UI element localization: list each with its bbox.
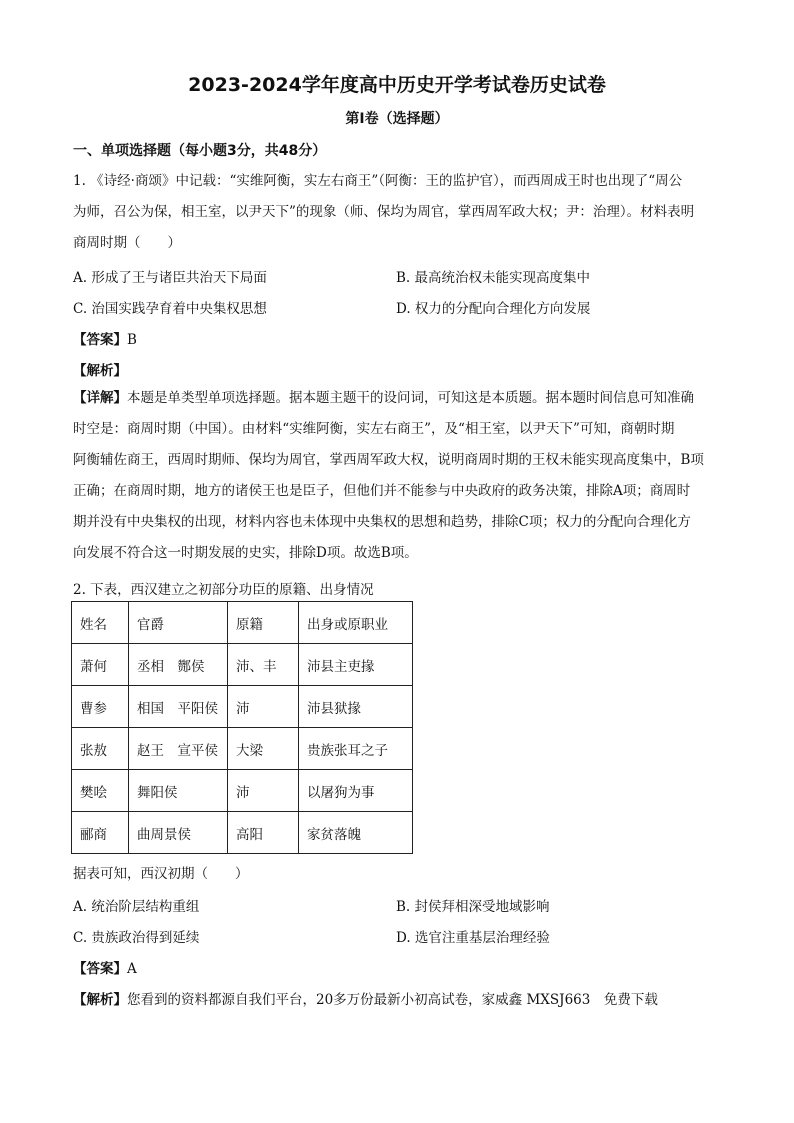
stem-line: 1. 《诗经·商颂》中记载：“实维阿衡，实左右商王”（阿衡：王的监护官），而西周成王时也出现了“周公	[73, 173, 683, 189]
answer-tag: 【答案】	[73, 961, 127, 977]
question-1-stem	[73, 166, 723, 259]
table-cell: 以屠狗为事	[299, 770, 413, 812]
officials-table	[71, 601, 413, 854]
answer-tag: 【答案】	[73, 332, 127, 348]
detail-line: 向发展不符合这一时期发展的史实，排除D项。故选B项。	[73, 545, 418, 561]
q2-analysis	[73, 988, 658, 1008]
table-cell: 郦商	[72, 812, 129, 854]
table-cell: 高阳	[228, 812, 299, 854]
table-cell: 张敖	[72, 728, 129, 770]
table-cell: 家贫落魄	[299, 812, 413, 854]
table-cell: 沛、丰	[228, 644, 299, 686]
detail-line: 正确；在商周时期，地方的诸侯王也是臣子，但他们并不能参与中央政府的政务决策，排除A项；商周时	[73, 483, 691, 499]
table-cell: 舞阳侯	[129, 770, 228, 812]
q2-option-c: C. 贵族政治得到延续	[73, 930, 200, 946]
table-cell: 沛	[228, 686, 299, 728]
table-row	[72, 770, 413, 812]
detail-text: 本题是单类型单项选择题。据本题主题干的设问词，可知这是本质题。据本题时间信息可知准确	[127, 390, 694, 406]
analysis-text: 您看到的资料都源自我们平台，20多万份最新小初高试卷，家威鑫 MXSJ663 免费下载	[127, 992, 658, 1008]
table-cell: 贵族张耳之子	[299, 728, 413, 770]
section-heading: 一、单项选择题（每小题3分，共48分）	[73, 143, 327, 159]
volume-heading: 第Ⅰ卷（选择题）	[345, 111, 449, 127]
table-cell: 大梁	[228, 728, 299, 770]
q1-option-b: B. 最高统治权未能实现高度集中	[396, 270, 591, 286]
stem-line: 商周时期（ ）	[73, 235, 181, 251]
q1-detail	[73, 383, 723, 569]
q2-option-a: A. 统治阶层结构重组	[73, 899, 200, 915]
q1-option-d: D. 权力的分配向合理化方向发展	[396, 301, 591, 317]
exam-title: 2023-2024学年度高中历史开学考试卷历史试卷	[188, 74, 606, 96]
table-row	[72, 728, 413, 770]
q2-option-b: B. 封侯拜相深受地域影响	[396, 899, 550, 915]
answer-value: B	[127, 332, 137, 348]
table-cell: 萧何	[72, 644, 129, 686]
table-cell: 樊哙	[72, 770, 129, 812]
q1-option-a: A. 形成了王与诸臣共治天下局面	[73, 270, 267, 286]
q1-option-c: C. 治国实践孕育着中央集权思想	[73, 301, 267, 317]
detail-tag: 【详解】	[73, 390, 127, 406]
q1-answer	[73, 328, 137, 348]
q1-analysis-heading	[73, 359, 127, 379]
table-cell: 丞相 酂侯	[129, 644, 228, 686]
detail-line: 阿衡辅佐商王，西周时期师、保均为周官，掌西周军政大权，说明商周时期的王权未能实现高度集中，B项	[73, 452, 704, 468]
table-cell: 沛县狱掾	[299, 686, 413, 728]
table-cell: 沛县主吏掾	[299, 644, 413, 686]
table-cell: 曹参	[72, 686, 129, 728]
table-cell: 赵王 宣平侯	[129, 728, 228, 770]
table-cell: 曲周景侯	[129, 812, 228, 854]
answer-value: A	[127, 961, 137, 977]
question-2-stem: 2. 下表，西汉建立之初部分功臣的原籍、出身情况	[73, 582, 374, 598]
table-header-row	[72, 602, 413, 644]
analysis-tag: 【解析】	[73, 363, 127, 379]
header-cell: 出身或原职业	[299, 602, 413, 644]
table-row	[72, 812, 413, 854]
q2-followup: 据表可知，西汉初期（ ）	[73, 866, 249, 882]
stem-line: 为师，召公为保，相王室，以尹天下”的现象（师、保均为周官，掌西周军政大权；尹：治理）。材料表明	[73, 204, 695, 220]
table-row	[72, 686, 413, 728]
q2-option-d: D. 选官注重基层治理经验	[396, 930, 550, 946]
detail-line: 时空是：商周时期（中国）。由材料“实维阿衡，实左右商王”，及“相王室，以尹天下”可知，商朝时期	[73, 421, 675, 437]
header-cell: 原籍	[228, 602, 299, 644]
detail-line	[73, 383, 723, 414]
header-cell: 姓名	[72, 602, 129, 644]
detail-line: 期并没有中央集权的出现，材料内容也未体现中央集权的思想和趋势，排除C项；权力的分配向合理化方	[73, 514, 691, 530]
q2-answer	[73, 957, 137, 977]
table-cell: 相国 平阳侯	[129, 686, 228, 728]
analysis-tag: 【解析】	[73, 992, 127, 1008]
table-row	[72, 644, 413, 686]
table-cell: 沛	[228, 770, 299, 812]
header-cell: 官爵	[129, 602, 228, 644]
